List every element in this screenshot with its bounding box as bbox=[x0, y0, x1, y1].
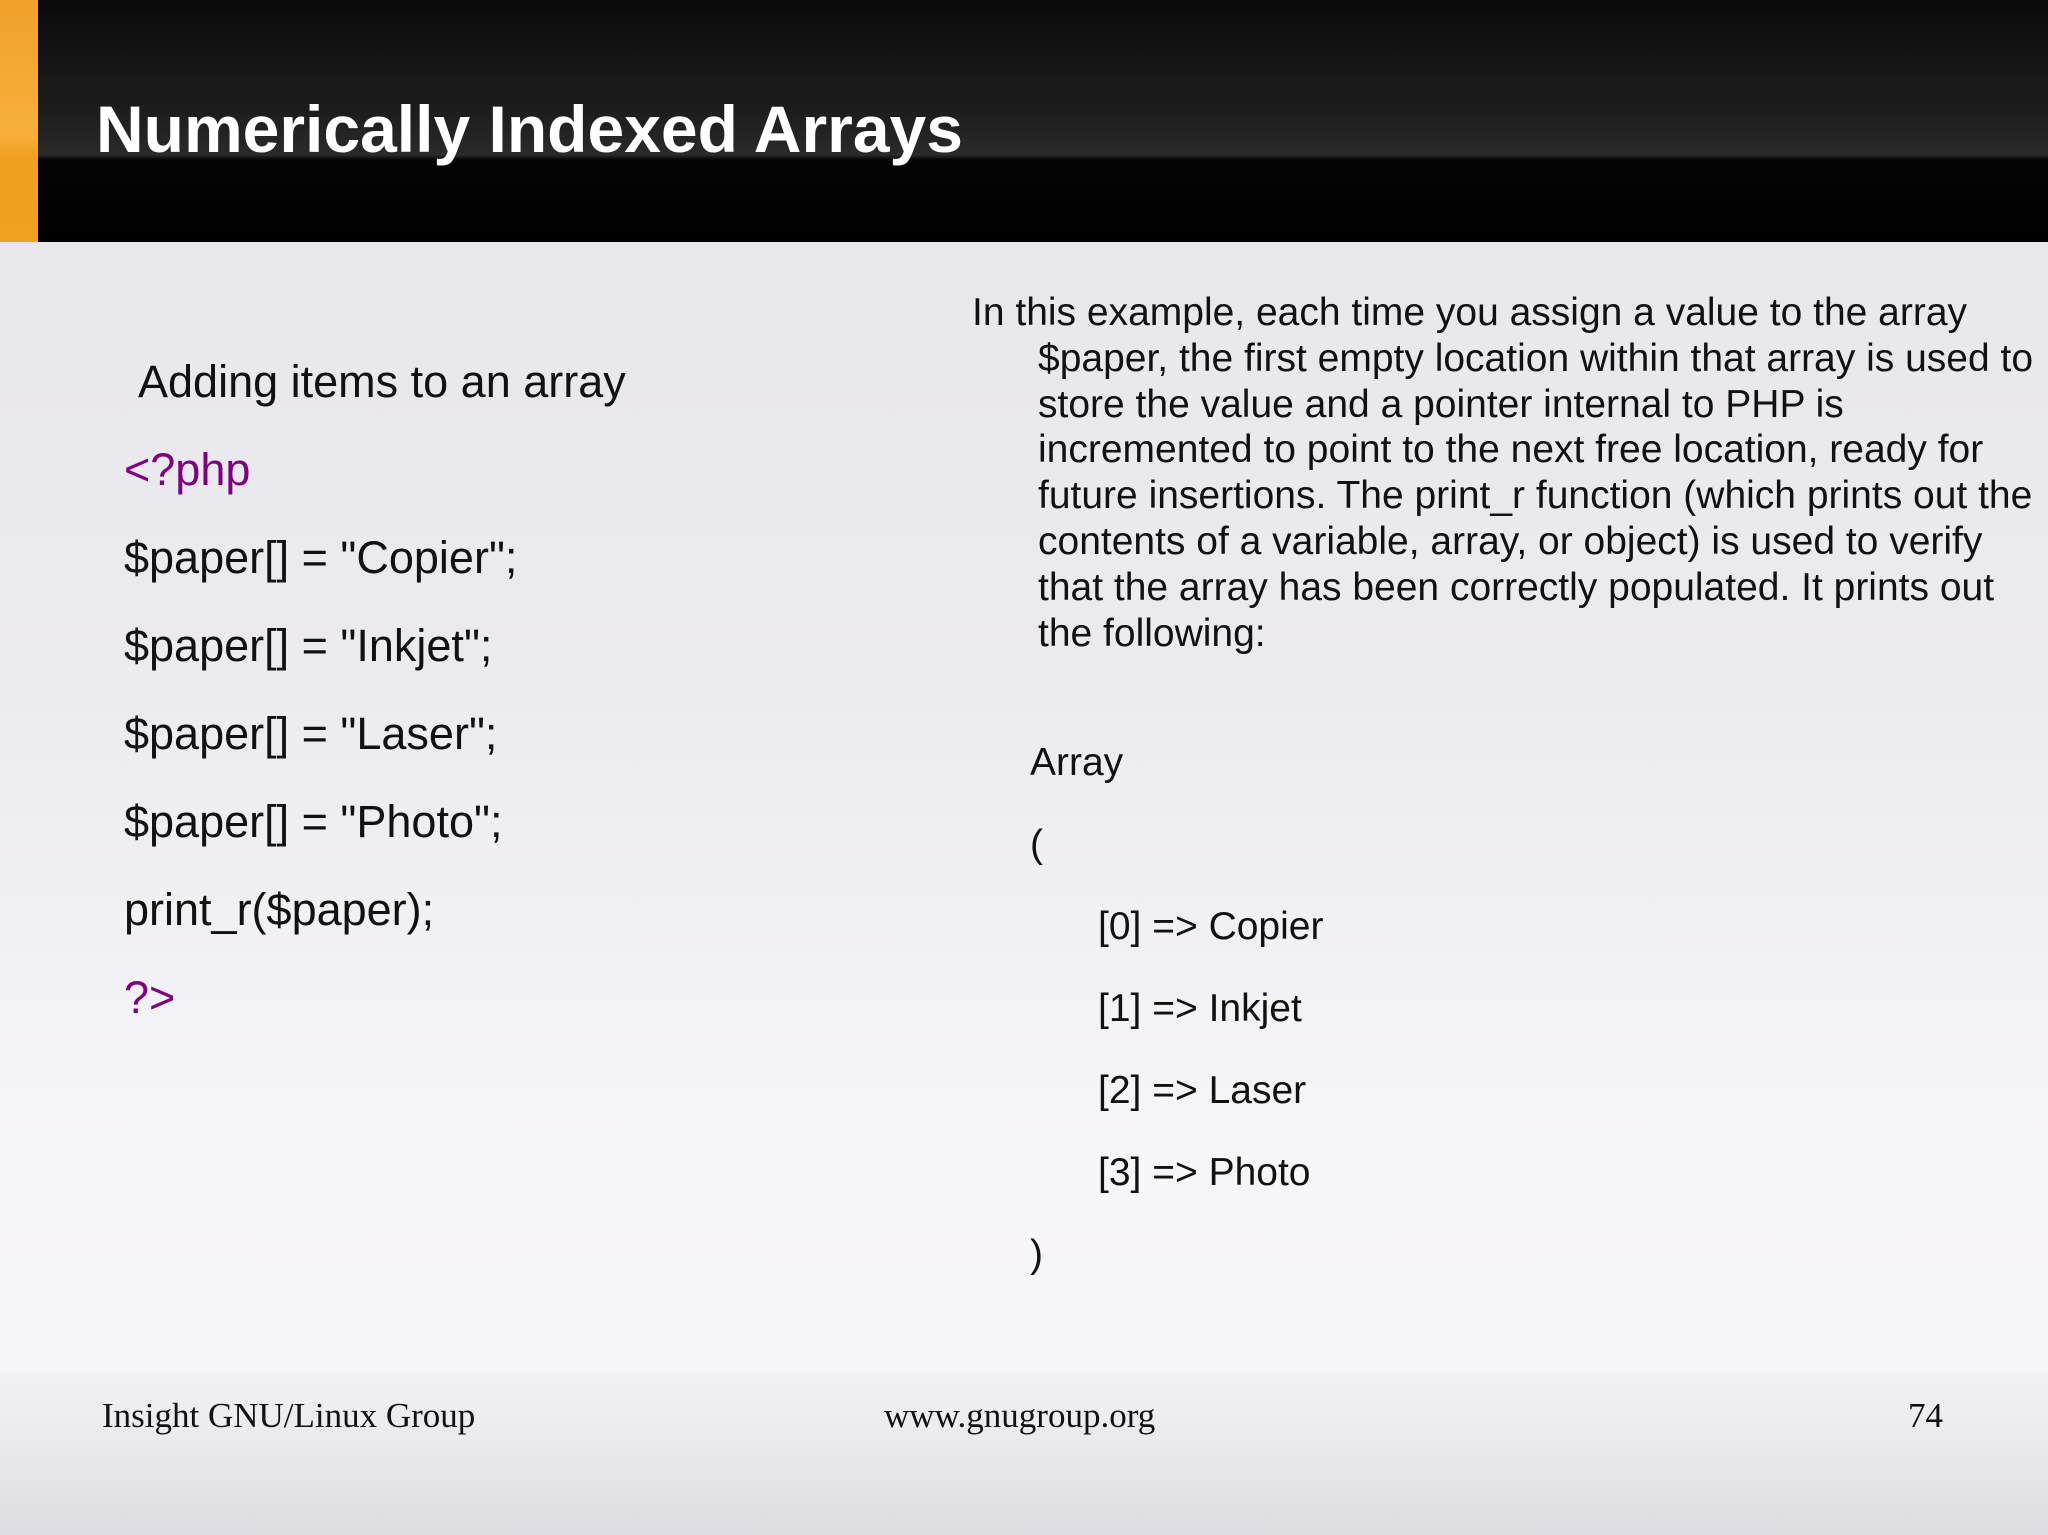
code-line-php-close: ?> bbox=[124, 972, 176, 1023]
slide-header bbox=[0, 0, 2048, 242]
explanation-paragraph: In this example, each time you assign a value to the array $paper, the first empty location within that array is used to store the value and a pointer internal to PHP is incremented to point to the next free location, ready for future insertions. The print_r function (which prints out the contents of a variable, array, or object) is used to verify that the array has been correctly populated. It prints out the following: bbox=[972, 291, 2034, 655]
code-line-php-open: <?php bbox=[124, 444, 251, 495]
code-line: $paper[] = "Laser"; bbox=[124, 708, 498, 759]
slide-title: Numerically Indexed Arrays bbox=[96, 92, 963, 166]
code-line: print_r($paper); bbox=[124, 884, 435, 935]
output-line: ) bbox=[1030, 1233, 1043, 1276]
accent-bar bbox=[0, 0, 38, 242]
output-line: [2] => Laser bbox=[1098, 1069, 1307, 1112]
footer-organization: Insight GNU/Linux Group bbox=[102, 1396, 476, 1435]
slide-footer bbox=[0, 1372, 2048, 1535]
code-heading: Adding items to an array bbox=[138, 356, 626, 407]
output-line: Array bbox=[1030, 741, 1124, 784]
output-line: [1] => Inkjet bbox=[1098, 987, 1302, 1030]
footer-website: www.gnugroup.org bbox=[884, 1396, 1156, 1435]
code-line: $paper[] = "Copier"; bbox=[124, 532, 518, 583]
output-line: [0] => Copier bbox=[1098, 905, 1324, 948]
output-line: ( bbox=[1030, 823, 1043, 866]
output-line: [3] => Photo bbox=[1098, 1151, 1311, 1194]
code-line: $paper[] = "Inkjet"; bbox=[124, 620, 493, 671]
code-line: $paper[] = "Photo"; bbox=[124, 796, 503, 847]
page-number: 74 bbox=[1908, 1396, 1943, 1435]
